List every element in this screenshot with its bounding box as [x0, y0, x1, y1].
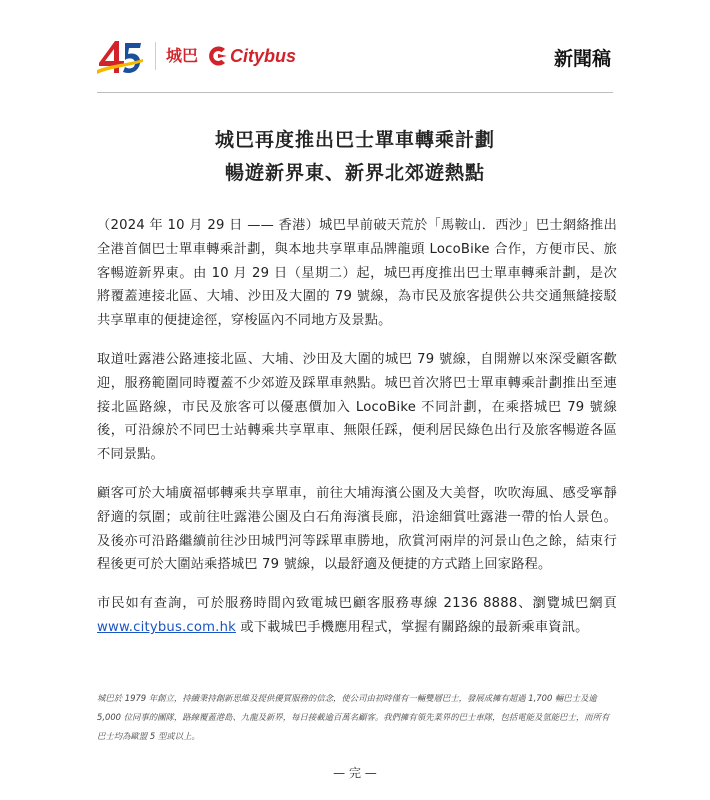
paragraph-intro: （2024 年 10 月 29 日 —— 香港）城巴早前破天荒於「馬鞍山．西沙」巴士網絡推出全港首個巴士單車轉乘計劃，與本地共享單車品牌龍頭 LocoBike 合作，方便市民、旅客暢遊新界東。由 10 月 29 日（星期二）起，城巴再度推出巴士單車轉乘計劃，是次將覆蓋連接北區、大埔、沙田及大圍的 79 號線，為市民及旅客提供公共交通無縫接駁共享單車的便捷途徑，穿梭區內不同地方及景點。 — [97, 218, 617, 329]
press-release-label: 新聞稿 — [553, 48, 611, 70]
end-mark: — 完 — — [333, 766, 377, 780]
headline-subtitle: 暢遊新界東、新界北郊遊熱點 — [224, 162, 485, 184]
header-divider — [97, 92, 613, 93]
logo-divider — [155, 42, 156, 70]
paragraph-route-79: 取道吐露港公路連接北區、大埔、沙田及大圍的城巴 79 號線，自開辦以來深受顧客歡迎，服務範圍同時覆蓋不少郊遊及踩單車熱點。城巴首次將巴士單車轉乘計劃推出至連接北區路線，市民及旅客可以優惠價加入 LocoBike 不同計劃，在乘搭城巴 79 號線後，可沿線於不同巴士站轉乘共享單車、無限任踩，便利居民綠色出行及旅客暢遊各區不同景點。 — [97, 351, 617, 463]
anniversary-45-logo — [97, 37, 143, 77]
enquiry-text-end: 或下載城巴手機應用程式，掌握有關路線的最新乘車資訊。 — [240, 619, 589, 635]
brand-name-chinese: 城巴 — [166, 46, 199, 65]
logo-five-shape — [123, 43, 141, 73]
citybus-c-icon — [205, 45, 229, 67]
citybus-website-link[interactable]: www.citybus.com.hk — [97, 619, 236, 635]
company-background-note: 城巴於 1979 年創立，持續秉持創新思維及提供優質服務的信念，使公司由初時僅有一輛雙層巴士，發展成擁有超過 1,700 輛巴士及逾 5,000 位同事的團隊，路線覆蓋港島、九龍及新界，每日接載逾百萬名顧客。我們擁有領先業界的巴士車隊，包括電能及氫能巴士，而所有巴士均為歐盟 5 型或以上。 — [97, 693, 610, 741]
brand-name-english: Citybus — [230, 46, 297, 66]
headline-title: 城巴再度推出巴士單車轉乘計劃 — [214, 129, 495, 151]
enquiry-text: 市民如有查詢，可於服務時間內致電城巴顧客服務專線 2136 8888、瀏覽城巴網頁 — [97, 596, 617, 612]
paragraph-enquiries — [97, 592, 617, 640]
headline-block — [97, 124, 613, 190]
body-content — [97, 214, 617, 655]
paragraph-attractions: 顧客可於大埔廣福邨轉乘共享單車，前往大埔海濱公園及大美督，吹吹海風、感受寧靜舒適的氛圍；或前往吐露港公園及白石角海濱長廊，沿途細賞吐露港一帶的怡人景色。及後亦可沿路繼續前往沙田城門河等踩單車勝地，欣賞河兩岸的河景山色之餘，結束行程後更可於大圍站乘搭城巴 79 號線，以最舒適及便捷的方式踏上回家路程。 — [97, 485, 617, 573]
letterhead — [0, 0, 710, 100]
